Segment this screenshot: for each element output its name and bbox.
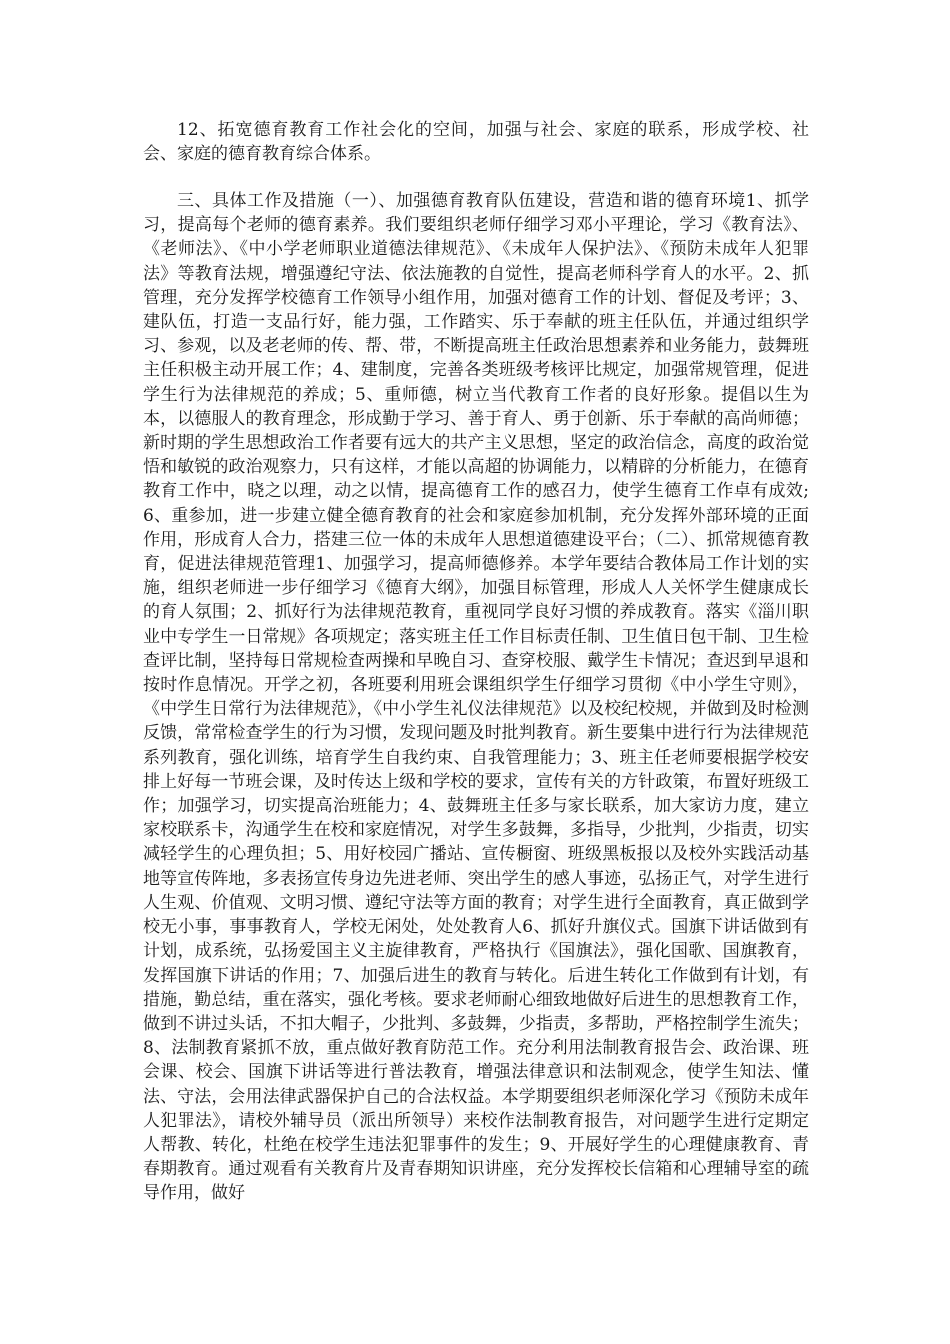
paragraph-specific-measures: 三、具体工作及措施（一）、加强德育教育队伍建设，营造和谐的德育环境1、抓学习，提高每个老师的德育素养。我们要组织老师仔细学习邓小平理论，学习《教育法》、《老师法》、《中小学老师职业道德法律规范》、《未成年人保护法》、《预防未成年人犯罪法》等教育法规，增强遵纪守法、依法施教的自觉性，提高老师科学育人的水平。2、抓管理，充分发挥学校德育工作领导小组作用，加强对德育工作的计划、督促及考评；3、建队伍，打造一支品行好，能力强，工作踏实、乐于奉献的班主任队伍，并通过组织学习、参观，以及老老师的传、帮、带，不断提高班主任政治思想素养和业务能力，鼓舞班主任积极主动开展工作；4、建制度，完善各类班级考核评比规定，加强常规管理，促进学生行为法律规范的养成；5、重师德，树立当代教育工作者的良好形象。提倡以生为本，以德服人的教育理念，形成勤于学习、善于育人、勇于创新、乐于奉献的高尚师德；新时期的学生思想政治工作者要有远大的共产主义思想，坚定的政治信念，高度的政治觉悟和敏锐的政治观察力，只有这样，才能以高超的协调能力，以精辟的分析能力，在德育教育工作中，晓之以理，动之以情，提高德育工作的感召力，使学生德育工作卓有成效;6、重参加，进一步建立健全德育教育的社会和家庭参加机制，充分发挥外部环境的正面作用，形成育人合力，搭建三位一体的未成年人思想道德建设平台；（二）、抓常规德育教育，促进法律规范管理1、加强学习，提高师德修养。本学年要结合教体局工作计划的实施，组织老师进一步仔细学习《德育大纲》，加强目标管理，形成人人关怀学生健康成长的育人氛围；2、抓好行为法律规范教育，重视同学良好习惯的养成教育。落实《淄川职业中专学生一日常规》各项规定；落实班主任工作目标责任制、卫生值日包干制、卫生检查评比制，坚持每日常规检查两操和早晚自习、查穿校服、戴学生卡情况；查迟到早退和按时作息情况。开学之初，各班要利用班会课组织学生仔细学习贯彻《中小学生守则》，《中学生日常行为法律规范》，《中小学生礼仪法律规范》以及校纪校规，并做到及时检测反馈，常常检查学生的行为习惯，发现问题及时批判教育。新生要集中进行行为法律规范系列教育，强化训练，培育学生自我约束、自我管理能力；3、班主任老师要根据学校安排上好每一节班会课，及时传达上级和学校的要求，宣传有关的方针政策，布置好班级工作；加强学习，切实提高治班能力；4、鼓舞班主任多与家长联系，加大家访力度，建立家校联系卡，沟通学生在校和家庭情况，对学生多鼓舞，多指导，少批判，少指责，切实减轻学生的心理负担；5、用好校园广播站、宣传橱窗、班级黑板报以及校外实践活动基地等宣传阵地，多表扬宣传身边先进老师、突出学生的感人事迹，弘扬正气，对学生进行人生观、价值观、文明习惯、遵纪守法等方面的教育；对学生进行全面教育，真正做到学校无小事，事事教育人，学校无闲处，处处教育人6、抓好升旗仪式。国旗下讲话做到有计划，成系统，弘扬爱国主义主旋律教育，严格执行《国旗法》，强化国歌、国旗教育，发挥国旗下讲话的作用；7、加强后进生的教育与转化。后进生转化工作做到有计划，有措施，勤总结，重在落实，强化考核。要求老师耐心细致地做好后进生的思想教育工作，做到不讲过头话，不扣大帽子，少批判、多鼓舞，少指责，多帮助，严格控制学生流失；8、法制教育紧抓不放，重点做好教育防范工作。充分利用法制教育报告会、政治课、班会课、校会、国旗下讲话等进行普法教育，增强法律意识和法制观念，使学生知法、懂法、守法，会用法律武器保护自己的合法权益。本学期要组织老师深化学习《预防未成年人犯罪法》，请校外辅导员（派出所领导）来校作法制教育报告，对问题学生进行定期定人帮教、转化，杜绝在校学生违法犯罪事件的发生；9、开展好学生的心理健康教育、青春期教育。通过观看有关教育片及青春期知识讲座，充分发挥校长信箱和心理辅导室的疏导作用，做好	[143, 191, 809, 1204]
paragraph-12-social-integration: 12、拓宽德育教育工作社会化的空间，加强与社会、家庭的联系，形成学校、社会、家庭的德育教育综合体系。	[143, 120, 809, 165]
